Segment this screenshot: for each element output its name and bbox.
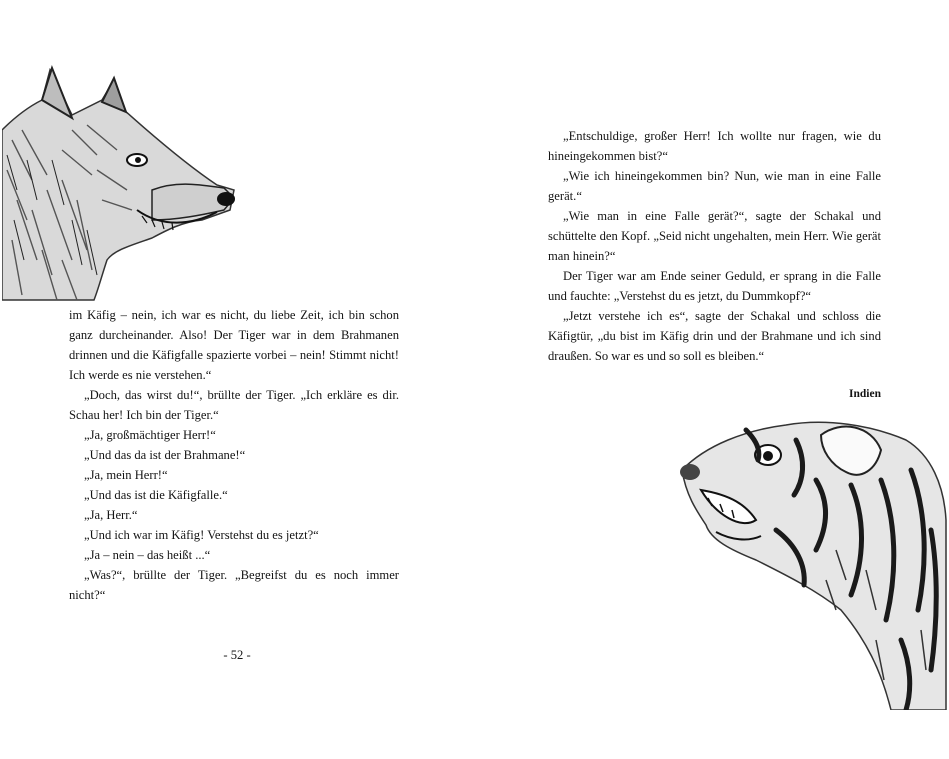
- paragraph: „Doch, das wirst du!“, brüllte der Tiger. „Ich erkläre es dir. Schau her! Ich bin der Tiger.“: [69, 388, 399, 422]
- paragraph: „Ja, großmächtiger Herr!“: [84, 428, 216, 442]
- tiger-illustration: [676, 410, 948, 710]
- paragraph: „Wie man in eine Falle gerät?“, sagte der Schakal und schüttelte den Kopf. „Seid nicht ungehalten, mein Herr. Wie gerät man hinein?“: [548, 209, 881, 263]
- left-text-block: [69, 305, 399, 605]
- paragraph: „Was?“, brüllte der Tiger. „Begreifst du es noch immer nicht?“: [69, 568, 399, 602]
- paragraph: „Ja – nein – das heißt ...“: [84, 548, 211, 562]
- paragraph: „Entschuldige, großer Herr! Ich wollte nur fragen, wie du hineingekommen bist?“: [548, 129, 881, 163]
- paragraph: „Ja, Herr.“: [84, 508, 138, 522]
- page-number: - 52 -: [223, 648, 251, 662]
- paragraph: Der Tiger war am Ende seiner Geduld, er sprang in die Falle und fauchte: „Verstehst du es jetzt, du Dummkopf?“: [548, 269, 881, 303]
- paragraph: „Jetzt verstehe ich es“, sagte der Schakal und schloss die Käfigtür, „du bist im Käfig drin und der Brahmane und ich sind draußen. So war es und so soll es bleiben.“: [548, 309, 881, 363]
- paragraph: „Und das ist die Käfigfalle.“: [84, 488, 228, 502]
- paragraph: „Ja, mein Herr!“: [84, 468, 168, 482]
- right-text-block: [548, 126, 881, 366]
- paragraph: „Und das da ist der Brahmane!“: [84, 448, 246, 462]
- left-page: [0, 0, 474, 759]
- paragraph: „Und ich war im Käfig! Verstehst du es jetzt?“: [84, 528, 319, 542]
- paragraph: „Wie ich hineingekommen bin? Nun, wie man in eine Falle gerät.“: [548, 169, 881, 203]
- paragraph: im Käfig – nein, ich war es nicht, du liebe Zeit, ich bin schon ganz durcheinander. Also! Der Tiger war in dem Brahmanen drinnen und die Käfigfalle spazierte vorbei – nein! Stimmt nicht! Ich werde es nie verstehen.“: [69, 308, 399, 382]
- region-label: Indien: [849, 388, 881, 400]
- jackal-illustration: [2, 60, 242, 305]
